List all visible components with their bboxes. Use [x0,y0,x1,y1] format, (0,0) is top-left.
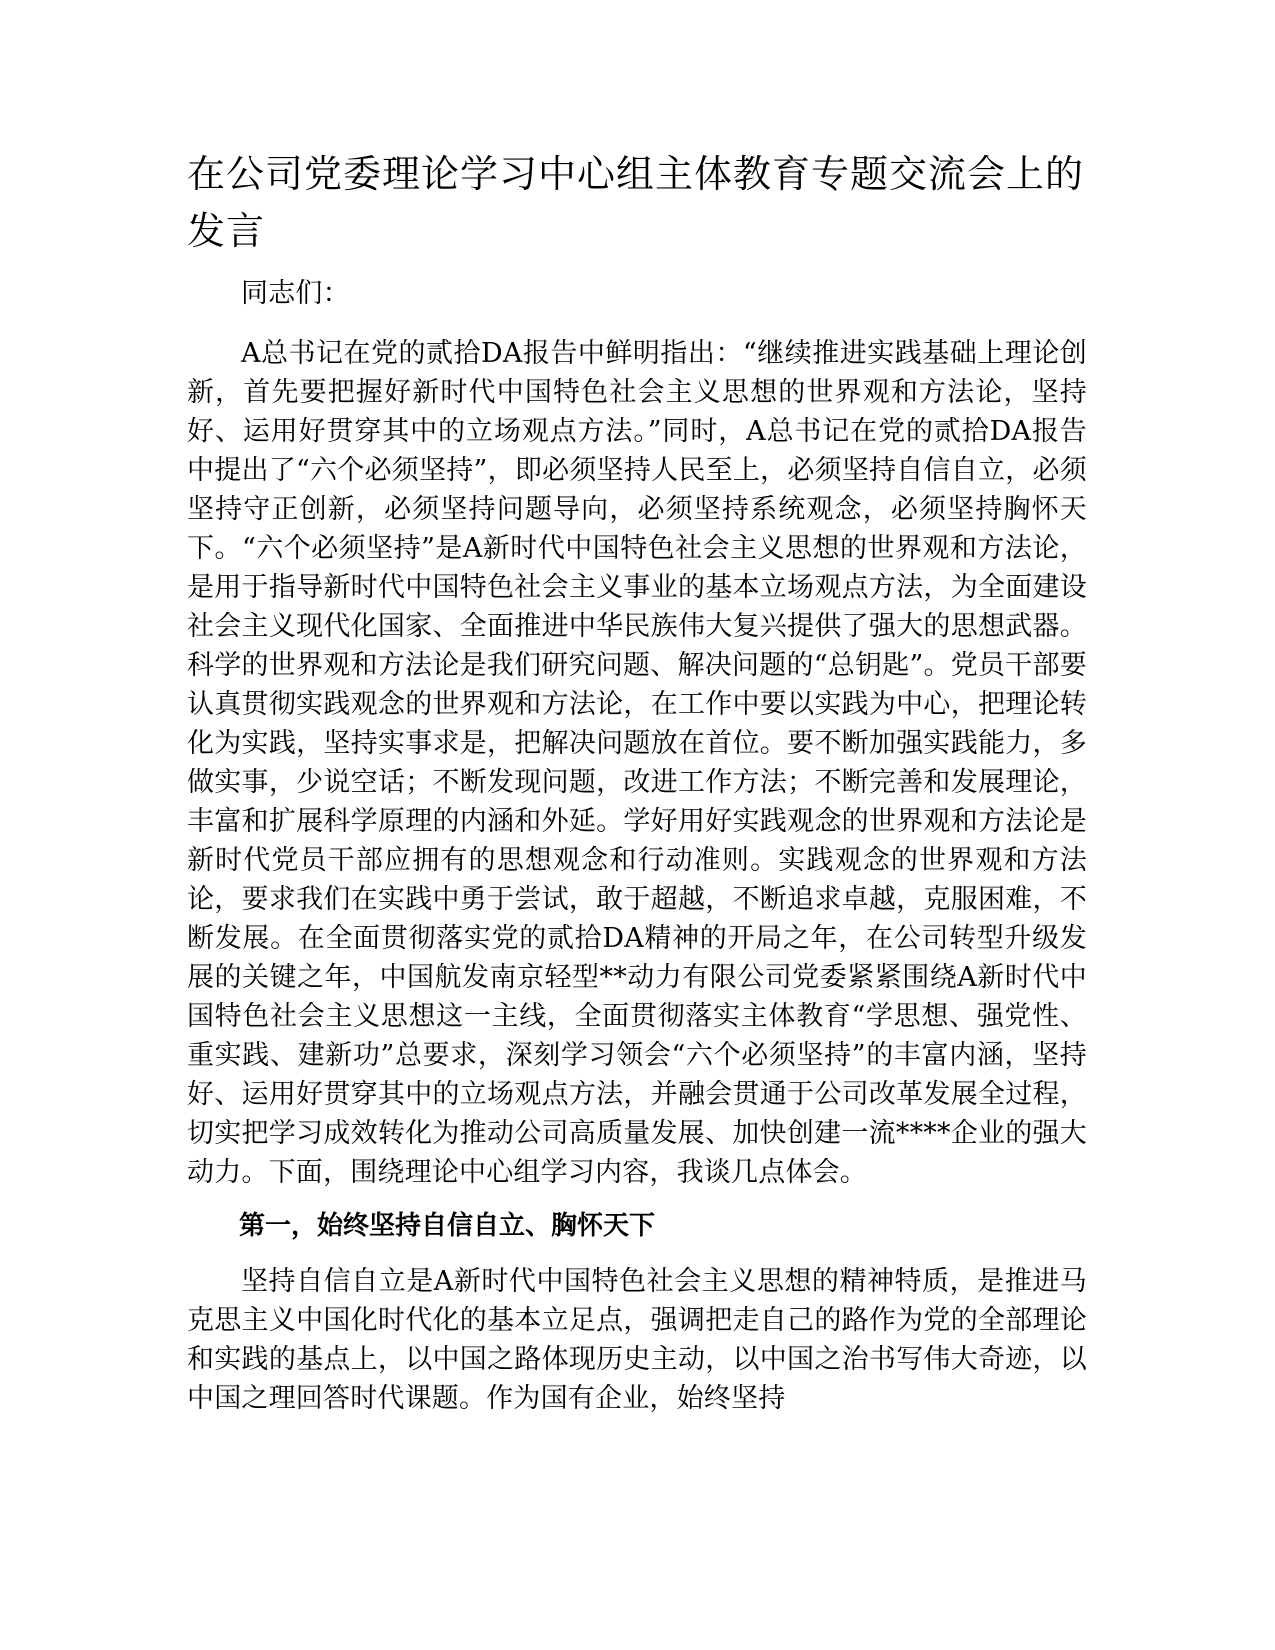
document-body [187,146,1087,1433]
document-title: 在公司党委理论学习中心组主体教育专题交流会上的发言 [187,152,1085,253]
section-heading-1: 第一，始终坚持自信自立、胸怀天下 [239,1211,656,1241]
paragraph-section-1: 坚持自信自立是A新时代中国特色社会主义思想的精神特质，是推进马克思主义中国化时代化的基本立足点，强调把走自己的路作为党的全部理论和实践的基点上，以中国之路体现历史主动，以中国之治书写伟大奇迹，以中国之理回答时代课题。作为国有企业，始终坚持 [187,1266,1087,1414]
paragraph-intro: A总书记在党的贰拾DA报告中鲜明指出：“继续推进实践基础上理论创新，首先要把握好新时代中国特色社会主义思想的世界观和方法论，坚持好、运用好贯穿其中的立场观点方法。”同时，A总书记在党的贰拾DA报告中提出了“六个必须坚持”，即必须坚持人民至上，必须坚持自信自立，必须坚持守正创新，必须坚持问题导向，必须坚持系统观念，必须坚持胸怀天下。“六个必须坚持”是A新时代中国特色社会主义思想的世界观和方法论，是用于指导新时代中国特色社会主义事业的基本立场观点方法，为全面建设社会主义现代化国家、全面推进中华民族伟大复兴提供了强大的思想武器。科学的世界观和方法论是我们研究问题、解决问题的“总钥匙”。党员干部要认真贯彻实践观念的世界观和方法论，在工作中要以实践为中心，把理论转化为实践，坚持实事求是，把解决问题放在首位。要不断加强实践能力，多做实事，少说空话；不断发现问题，改进工作方法；不断完善和发展理论，丰富和扩展科学原理的内涵和外延。学好用好实践观念的世界观和方法论是新时代党员干部应拥有的思想观念和行动准则。实践观念的世界观和方法论，要求我们在实践中勇于尝试，敢于超越，不断追求卓越，克服困难，不断发展。在全面贯彻落实党的贰拾DA精神的开局之年，在公司转型升级发展的关键之年，中国航发南京轻型**动力有限公司党委紧紧围绕A新时代中国特色社会主义思想这一主线，全面贯彻落实主体教育“学思想、强党性、重实践、建新功”总要求，深刻学习领会“六个必须坚持”的丰富内涵，坚持好、运用好贯穿其中的立场观点方法，并融会贯通于公司改革发展全过程，切实把学习成效转化为推动公司高质量发展、加快创建一流****企业的强大动力。下面，围绕理论中心组学习内容，我谈几点体会。 [187,338,1087,1188]
salutation: 同志们： [241,278,350,309]
